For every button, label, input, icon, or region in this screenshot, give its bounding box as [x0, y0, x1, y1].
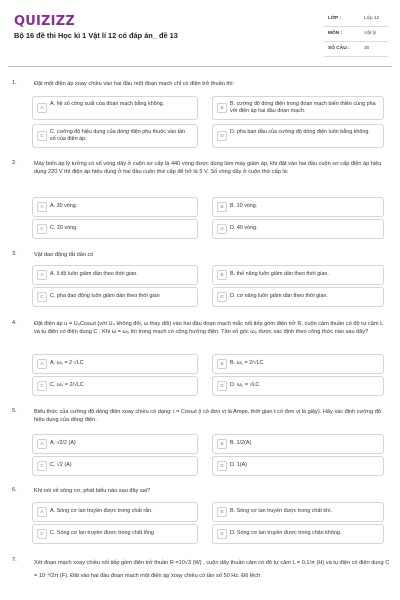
option-letter: D	[217, 529, 227, 539]
option-text: C. 20 vòng.	[50, 225, 78, 231]
question-number: 4.	[12, 320, 17, 326]
option-text: C. pha dao động luôn giảm dần theo thời gian	[50, 293, 160, 299]
option-letter: B	[217, 202, 227, 212]
option-text: A. √2/2 (A)	[50, 440, 76, 446]
option-letter: B	[217, 270, 227, 280]
option-3-d[interactable]	[212, 287, 384, 307]
option-3-a[interactable]	[32, 265, 198, 285]
document-title: Bộ 16 đề thi Học kì 1 Vật lí 12 có đáp án_ đề 13	[14, 31, 178, 40]
meta-key: MÔN :	[328, 31, 343, 36]
option-letter: C	[37, 381, 47, 391]
option-letter: A	[37, 270, 47, 280]
option-text: B. cường độ dòng điện trong đoạn mạch biến thiên cùng pha với điện áp hai đầu đoạn mạch.	[230, 101, 376, 115]
question-text: Đặt một điện áp xoay chiều vào hai đầu một đoạn mạch chỉ có điện trở thuần thì:	[34, 81, 235, 87]
meta-info-box	[324, 12, 388, 57]
option-text: D. ω₀ = √LC	[230, 382, 260, 388]
option-text: B. thế năng luôn giảm dần theo thời gian.	[230, 271, 329, 277]
question-number: 1.	[12, 80, 17, 86]
option-4-d[interactable]	[212, 376, 384, 396]
option-letter: C	[37, 461, 47, 471]
option-text: D. cơ năng luôn giảm dần theo thời gian.	[230, 293, 328, 299]
option-6-a[interactable]	[32, 502, 198, 522]
option-letter: A	[37, 359, 47, 369]
option-text: D. Sóng cơ lan truyền được trong chân không.	[230, 530, 342, 536]
option-1-d[interactable]	[212, 124, 384, 148]
option-1-c[interactable]	[32, 124, 198, 148]
meta-row-class	[324, 12, 388, 27]
question-text: Đặt điện áp u = U₀Cosωt (với U₀ không đổi, ω thay đổi) vào hai đầu đoạn mạch mắc nối tiếp gồm điện trở R, cuộn cảm thuần có độ tự cảm L và tụ điện có điện dung C . Khi ω = ω₀ thì trong mạch có cộng hưởng điện. Tần số góc ω₀ được xác định theo công thức nào sau đây?	[34, 321, 384, 336]
option-6-d[interactable]	[212, 524, 384, 544]
option-letter: D	[217, 224, 227, 234]
question-number: 3.	[12, 251, 17, 257]
option-letter: C	[37, 529, 47, 539]
option-letter: A	[37, 103, 47, 113]
option-text: C. ω₀ = 2/√LC	[50, 382, 84, 388]
option-letter: B	[217, 103, 227, 113]
option-letter: B	[217, 507, 227, 517]
option-6-c[interactable]	[32, 524, 198, 544]
option-text: C. Sóng cơ lan truyền được trong chất lỏng	[50, 530, 154, 536]
option-text: C. cường độ hiệu dụng của dòng điện phụ thuộc vào tần số của điện áp.	[50, 129, 186, 143]
option-letter: A	[37, 439, 47, 449]
question-number: 2.	[12, 160, 17, 166]
option-2-b[interactable]	[212, 197, 384, 217]
option-text: C. √2 (A)	[50, 462, 72, 468]
option-letter: C	[37, 131, 47, 141]
option-letter: D	[217, 131, 227, 141]
option-text: D. 1(A)	[230, 462, 248, 468]
meta-value: Lớp 12	[364, 16, 380, 21]
option-text: A. ω₀ = 2 √LC	[50, 360, 84, 366]
option-4-c[interactable]	[32, 376, 198, 396]
option-text: D. 40 vòng.	[230, 225, 258, 231]
meta-key: SỐ CÂU :	[328, 46, 350, 51]
option-letter: B	[217, 439, 227, 449]
meta-value: 30	[364, 46, 370, 51]
meta-row-subject	[324, 27, 388, 42]
option-1-b[interactable]	[212, 96, 384, 120]
option-3-b[interactable]	[212, 265, 384, 285]
option-letter: D	[217, 292, 227, 302]
header-divider	[8, 66, 392, 67]
option-letter: A	[37, 202, 47, 212]
question-text: Biểu thức của cường độ dòng điện xoay chiều có dạng: i = Cosωt (i có đơn vị là Ampe, thời gian t có đơn vị là giây). Hãy xác định cường độ hiệu dụng của dòng điện.	[34, 409, 381, 424]
option-5-d[interactable]	[212, 456, 384, 476]
option-text: B. Sóng cơ lan truyền được trong chất khí.	[230, 508, 333, 514]
option-text: B. 1/2(A)	[230, 440, 252, 446]
question-number: 6.	[12, 487, 17, 493]
question-text: Xét đoạn mạch xoay chiều nối tiếp gồm điện trở thuần R =10√3 (W) , cuộn dây thuần cảm có độ tự cảm L = 0,1/π (H) và tụ điện có điện dung C = 10⁻³/2π (F). Đặt vào hai đầu đoạn mạch một điện áp xoay chiều có tần số 50 Hz. Độ lệch	[34, 560, 390, 579]
option-letter: D	[217, 461, 227, 471]
option-6-b[interactable]	[212, 502, 384, 522]
option-letter: C	[37, 224, 47, 234]
meta-row-count	[324, 42, 388, 57]
option-5-b[interactable]	[212, 434, 384, 454]
option-letter: C	[37, 292, 47, 302]
option-4-a[interactable]	[32, 354, 198, 374]
question-text: Máy biến áp lý tưởng có số vòng dây ở cuộn sơ cấp là 440 vòng được dùng làm máy giảm áp, khi đặt vào hai đầu cuộn sơ cấp điện áp hiệu dụng 220 V thì điện áp hiệu dụng ở hai đầu cuộn thứ cấp để hở là 5 V. Số vòng dây ở cuộn thứ cấp là:	[34, 161, 382, 176]
quizizz-logo: QUIZIZZ	[14, 14, 75, 29]
option-text: A. 30 vòng.	[50, 203, 78, 209]
option-text: A. Sóng cơ lan truyền được trong chất rắn.	[50, 508, 153, 514]
option-text: D. pha ban đầu của cường độ dòng điện luôn bằng không.	[230, 129, 370, 135]
option-letter: A	[37, 507, 47, 517]
option-text: B. 10 vòng.	[230, 203, 258, 209]
option-3-c[interactable]	[32, 287, 198, 307]
meta-value: Vật lý	[364, 31, 376, 36]
option-1-a[interactable]	[32, 96, 198, 120]
option-letter: D	[217, 381, 227, 391]
option-2-c[interactable]	[32, 219, 198, 239]
option-text: B. ω₀ = 2/√LC	[230, 360, 264, 366]
option-4-b[interactable]	[212, 354, 384, 374]
option-5-a[interactable]	[32, 434, 198, 454]
option-5-c[interactable]	[32, 456, 198, 476]
option-2-d[interactable]	[212, 219, 384, 239]
option-text: A. hệ số công suất của đoạn mạch bằng không.	[50, 101, 165, 107]
question-text: Vật dao động tắt dần có	[34, 252, 94, 258]
question-number: 5.	[12, 408, 17, 414]
option-2-a[interactable]	[32, 197, 198, 217]
meta-key: LỚP :	[328, 16, 342, 21]
question-text: Khi nói về sóng cơ, phát biểu nào sau đây sai?	[34, 488, 151, 494]
option-text: A. li độ luôn giảm dần theo thời gian.	[50, 271, 138, 277]
option-letter: B	[217, 359, 227, 369]
question-number: 7.	[12, 557, 17, 563]
